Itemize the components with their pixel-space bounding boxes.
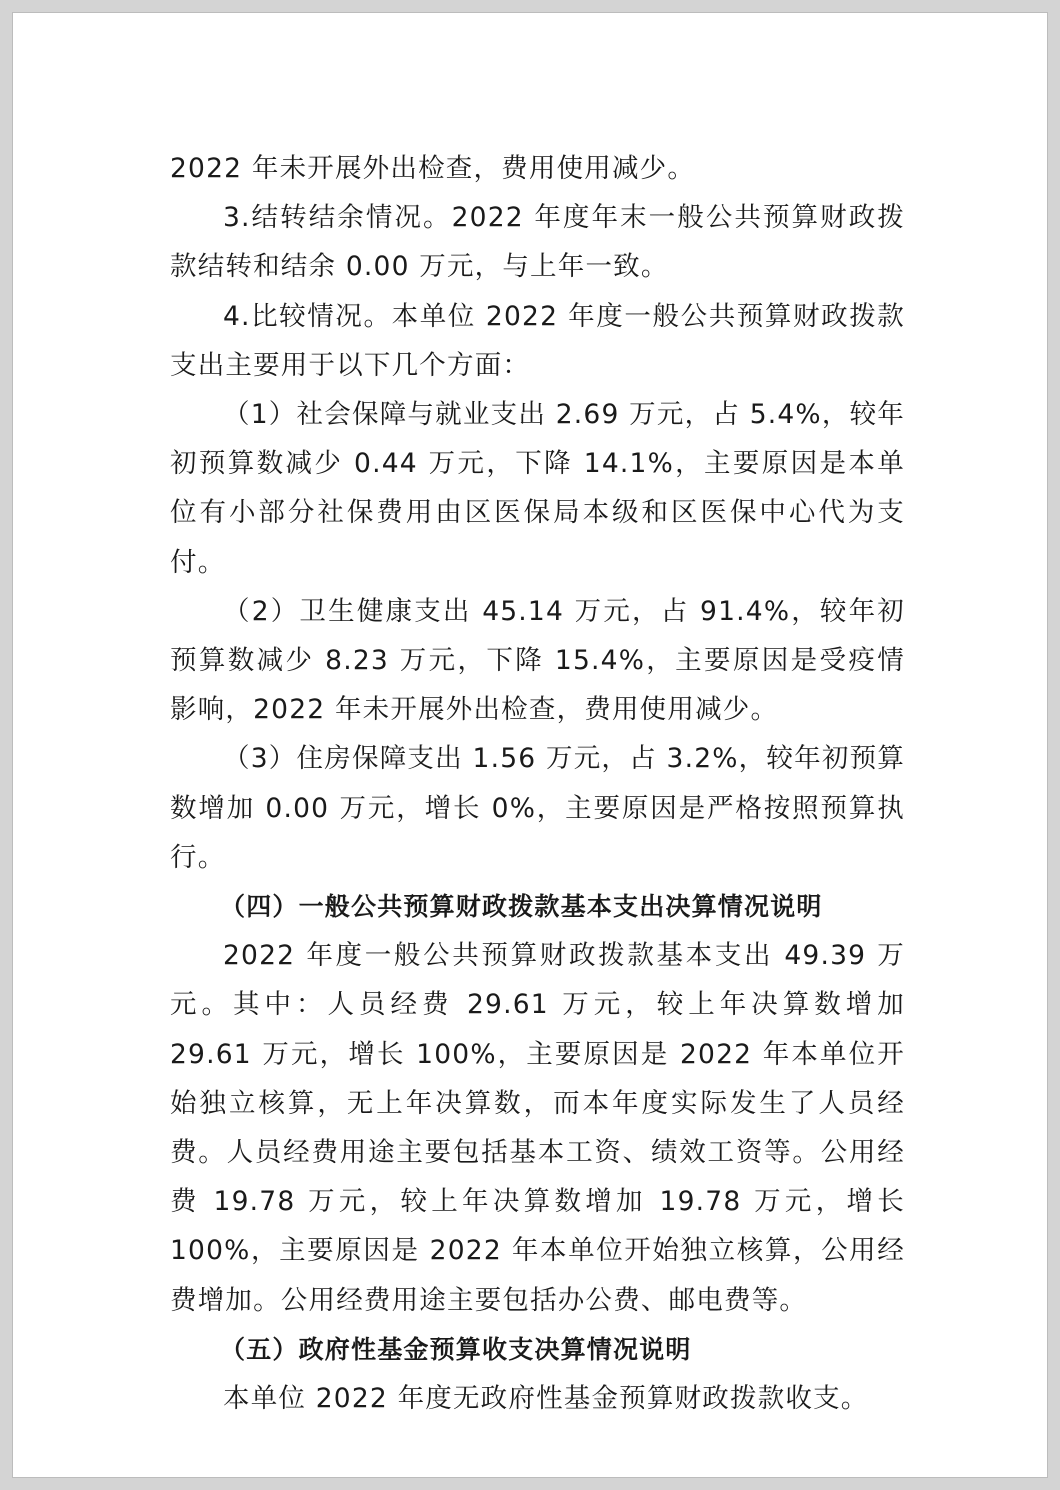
paragraph-government-fund: 本单位 2022 年度无政府性基金预算财政拨款收支。: [223, 1383, 869, 1415]
paragraph-health: （2）卫生健康支出 45.14 万元，占 91.4%，较年初预算数减少 8.23 万元，下降 15.4%，主要原因是受疫情影响，2022 年未开展外出检查，费用使用减少。: [170, 595, 905, 726]
paragraph-continuation: 2022 年未开展外出检查，费用使用减少。: [170, 153, 696, 184]
document-body: [170, 144, 905, 1423]
paragraph-basic-expenditure: 2022 年度一般公共预算财政拨款基本支出 49.39 万元。其中：人员经费 29.61 万元，较上年决算数增加 29.61 万元，增长 100%，主要原因是 2022 年本单位开始独立核算，无上年决算数，而本年度实际发生了人员经费。人员经费用途主要包括基本工资、绩效工资等。公用经费 19.78 万元，较上年决算数增加 19.78 万元，增长 100%，主要原因是 2022 年本单位开始独立核算，公用经费增加。公用经费用途主要包括办公费、邮电费等。: [170, 940, 905, 1316]
paragraph-housing: （3）住房保障支出 1.56 万元，占 3.2%，较年初预算数增加 0.00 万元，增长 0%，主要原因是严格按照预算执行。: [170, 743, 905, 873]
paragraph-carryover-balance: 3.结转结余情况。2022 年度年末一般公共预算财政拨款结转和结余 0.00 万元，与上年一致。: [170, 202, 905, 283]
paragraph-comparison: 4.比较情况。本单位 2022 年度一般公共预算财政拨款支出主要用于以下几个方面：: [170, 300, 905, 381]
paragraph-social-security: （1）社会保障与就业支出 2.69 万元，占 5.4%，较年初预算数减少 0.44 万元，下降 14.1%，主要原因是本单位有小部分社保费用由区医保局本级和区医保中心代为支付。: [170, 399, 905, 578]
section-heading-basic-expenditure: （四）一般公共预算财政拨款基本支出决算情况说明: [220, 892, 823, 922]
section-heading-government-fund: （五）政府性基金预算收支决算情况说明: [220, 1334, 692, 1364]
document-page: [12, 12, 1048, 1478]
